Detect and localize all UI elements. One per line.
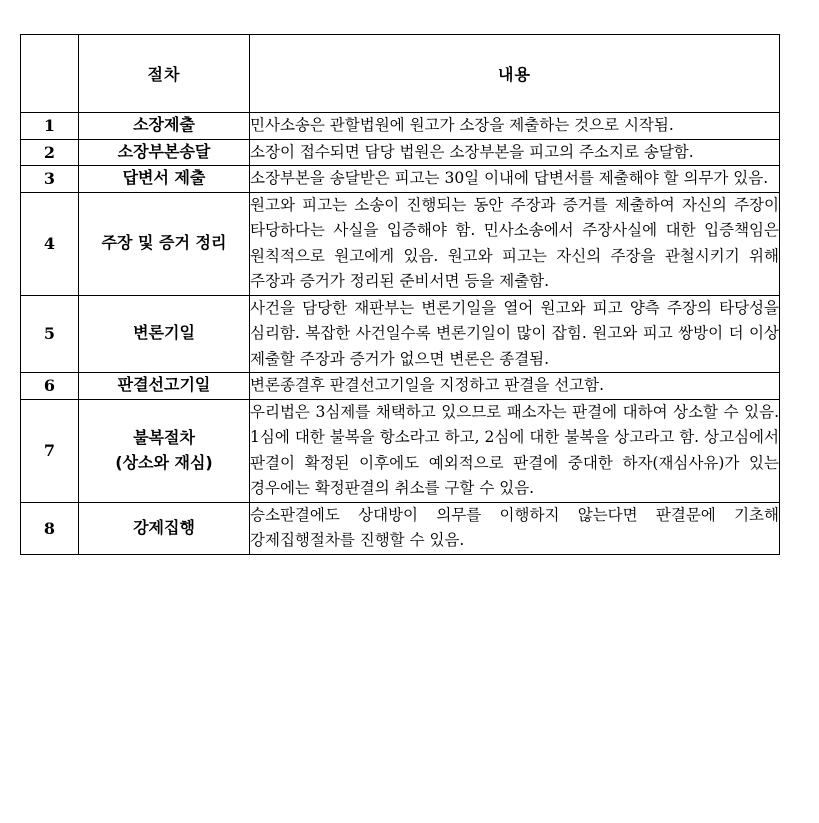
row-number: 1	[21, 113, 79, 140]
procedure-name-sub: (상소와 재심)	[115, 452, 213, 472]
civil-procedure-table	[20, 34, 780, 555]
row-number: 8	[21, 502, 79, 554]
column-header-content: 내용	[250, 35, 780, 113]
procedure-description	[250, 399, 780, 502]
procedure-description-text: 소장부본을 송달받은 피고는 30일 이내에 답변서를 제출해야 할 의무가 있음.	[250, 169, 769, 187]
procedure-description-text: 승소판결에도 상대방이 의무를 이행하지 않는다면 판결문에 기초해 강제집행절차를 진행할 수 있음.	[250, 505, 779, 549]
procedure-name	[79, 399, 250, 502]
table-row	[21, 502, 780, 554]
procedure-name	[79, 502, 250, 554]
procedure-name-main: 강제집행	[133, 517, 195, 537]
procedure-description	[250, 502, 780, 554]
procedure-description	[250, 373, 780, 400]
row-number: 6	[21, 373, 79, 400]
table-row	[21, 139, 780, 166]
row-number: 2	[21, 139, 79, 166]
procedure-name-main: 주장 및 증거 정리	[101, 233, 227, 253]
row-number: 3	[21, 166, 79, 193]
procedure-name	[79, 166, 250, 193]
procedure-name	[79, 295, 250, 373]
row-number: 7	[21, 399, 79, 502]
procedure-name-main: 변론기일	[133, 323, 195, 343]
table-body	[21, 113, 780, 555]
procedure-description-text: 소장이 접수되면 담당 법원은 소장부본을 피고의 주소지로 송달함.	[250, 142, 694, 161]
table-row	[21, 192, 780, 295]
procedure-description-text: 원고와 피고는 소송이 진행되는 동안 주장과 증거를 제출하여 자신의 주장이 타당하다는 사실을 입증해야 함. 민사소송에서 주장사실에 대한 입증책임은 원칙적으로 원고에게 있음. 원고와 피고는 자신의 주장을 관철시키기 위해 주장과 증거가 정리된 준비서면 등을 제출함.	[250, 195, 779, 290]
procedure-description	[250, 192, 780, 295]
row-number: 5	[21, 295, 79, 373]
column-header-number	[21, 35, 79, 113]
procedure-name-main: 판결선고기일	[117, 375, 211, 395]
procedure-name-main: 소장부본송달	[117, 141, 211, 161]
column-header-procedure: 절차	[79, 35, 250, 113]
table-row	[21, 373, 780, 400]
procedure-description	[250, 166, 780, 193]
table-row	[21, 399, 780, 502]
table-row	[21, 113, 780, 140]
procedure-name	[79, 192, 250, 295]
table-row	[21, 166, 780, 193]
procedure-name-main: 불복절차	[133, 427, 195, 447]
procedure-name	[79, 139, 250, 166]
procedure-description	[250, 295, 780, 373]
table-header-row	[21, 35, 780, 113]
procedure-description-text: 민사소송은 관할법원에 원고가 소장을 제출하는 것으로 시작됨.	[250, 116, 674, 134]
table-row	[21, 295, 780, 373]
procedure-name-main: 답변서 제출	[122, 168, 206, 188]
procedure-name-main: 소장제출	[133, 115, 195, 135]
procedure-name	[79, 373, 250, 400]
procedure-description-text: 사건을 담당한 재판부는 변론기일을 열어 원고와 피고 양측 주장의 타당성을 심리함. 복잡한 사건일수록 변론기일이 많이 잡힘. 원고와 피고 쌍방이 더 이상 제출할 주장과 증거가 없으면 변론은 종결됨.	[250, 298, 779, 368]
row-number: 4	[21, 192, 79, 295]
procedure-name	[79, 113, 250, 140]
procedure-description	[250, 139, 780, 166]
table-header	[21, 35, 780, 113]
procedure-description-text: 우리법은 3심제를 채택하고 있으므로 패소자는 판결에 대하여 상소할 수 있음. 1심에 대한 불복을 항소라고 하고, 2심에 대한 불복을 상고라고 함. 상고심에서 판결이 확정된 이후에도 예외적으로 판결에 중대한 하자(재심사유)가 있는 경우에는 확정판결의 취소를 구할 수 있음.	[250, 402, 779, 497]
procedure-description-text: 변론종결후 판결선고기일을 지정하고 판결을 선고함.	[250, 376, 605, 394]
procedure-description	[250, 113, 780, 140]
